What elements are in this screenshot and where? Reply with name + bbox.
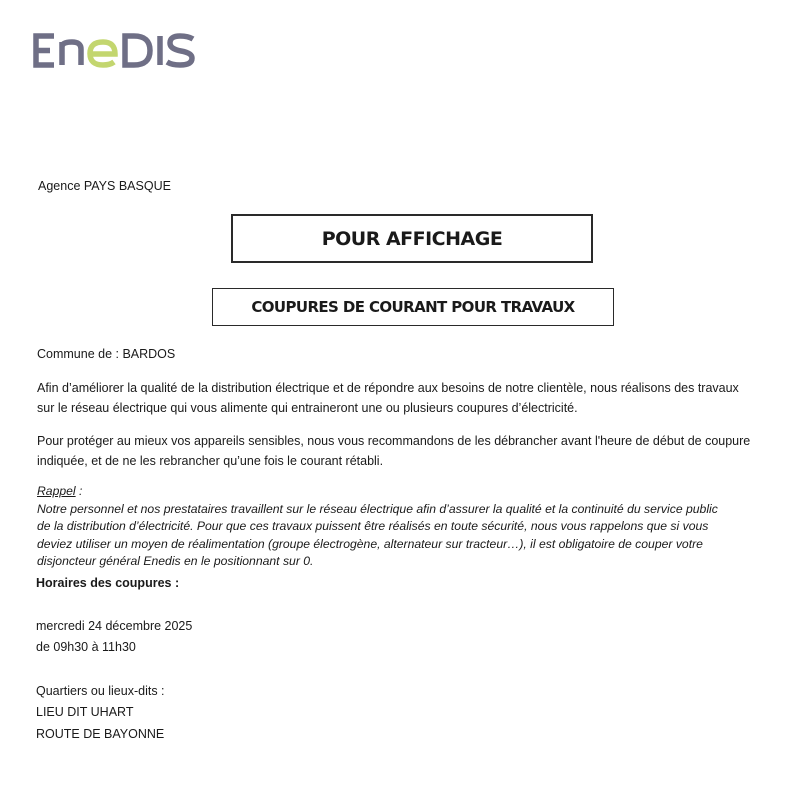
intro-line-2: sur le réseau électrique qui vous alimente qui entraineront une ou plusieurs coupures d’électricité. bbox=[37, 401, 578, 415]
commune-line: Commune de : BARDOS bbox=[37, 347, 176, 361]
reminder-line-3: deviez utiliser un moyen de réalimentation (groupe électrogène, alternateur sur tracteur…), il est obligatoire de couper votre bbox=[37, 536, 703, 551]
agency-name: Agence PAYS BASQUE bbox=[38, 179, 171, 193]
intro-paragraph bbox=[37, 378, 739, 418]
schedule-heading: Horaires des coupures : bbox=[36, 576, 180, 590]
schedule-time: de 09h30 à 11h30 bbox=[36, 640, 136, 654]
reminder-heading bbox=[37, 483, 718, 501]
enedis-logo bbox=[30, 28, 205, 72]
reminder-heading-label: Rappel bbox=[37, 484, 76, 498]
schedule-date: mercredi 24 décembre 2025 bbox=[36, 619, 193, 633]
advice-line-2: indiquée, et de ne les rebrancher qu’une fois le courant rétabli. bbox=[37, 454, 384, 468]
header-divider bbox=[210, 60, 784, 68]
notice-title: POUR AFFICHAGE bbox=[231, 214, 593, 263]
location-item: LIEU DIT UHART bbox=[36, 705, 134, 719]
reminder-block bbox=[37, 483, 718, 571]
reminder-heading-suffix: : bbox=[75, 484, 83, 498]
location-item: ROUTE DE BAYONNE bbox=[36, 727, 165, 741]
notice-subtitle: COUPURES DE COURANT POUR TRAVAUX bbox=[212, 288, 614, 326]
intro-line-1: Afin d’améliorer la qualité de la distribution électrique et de répondre aux besoins de notre clientèle, nous réalisons des travaux bbox=[37, 381, 739, 395]
locations-heading: Quartiers ou lieux-dits : bbox=[36, 684, 165, 698]
reminder-line-2: de la distribution d’électricité. Pour que ces travaux puissent être réalisés en toute sécurité, nous vous rappelons que si vous bbox=[37, 519, 709, 533]
advice-paragraph bbox=[37, 431, 750, 471]
reminder-line-1: Notre personnel et nos prestataires travaillent sur le réseau électrique afin d’assurer la qualité et la continuité du service public bbox=[37, 501, 718, 516]
advice-line-1: Pour protéger au mieux vos appareils sensibles, nous vous recommandons de les débrancher avant l'heure de début de coupure bbox=[37, 434, 751, 448]
reminder-line-4: disjoncteur général Enedis en le positionnant sur 0. bbox=[37, 554, 314, 568]
